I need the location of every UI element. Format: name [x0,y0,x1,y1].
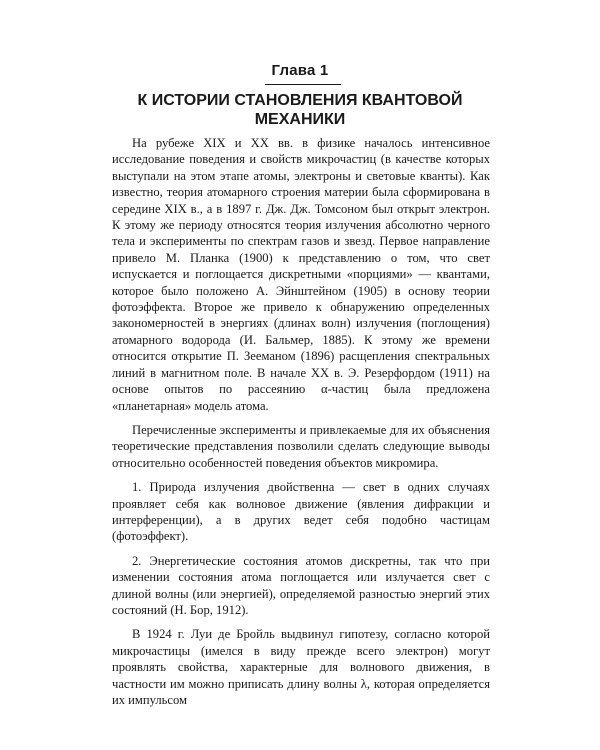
chapter-title: К ИСТОРИИ СТАНОВЛЕНИЯ КВАНТОВОЙ МЕХАНИКИ [137,92,463,128]
paragraph-point-1: 1. Природа излучения двойственна — свет в одних случаях проявляет себя как волновое движение (явления дифракции и интерференции), а в других ведет себя подобно частицам (фотоэффект). [112,480,490,544]
paragraph-conclusions: Перечисленные эксперименты и привлекаемые для их объяснения теоретические представления позволили сделать следующие выводы относительно особенностей поведения объектов микромира. [112,422,490,470]
chapter-underline [265,84,341,85]
paragraph-de-broglie: В 1924 г. Луи де Бройль выдвинул гипотезу, согласно которой микрочастицы (имелся в виду прежде всего электрон) могут проявлять свойства, характерные для волнового движения, в частности им можно приписать длину волны λ, которая определяется их импульсом [112,627,490,707]
paragraph-point-2: 2. Энергетические состояния атомов дискретны, так что при изменении состояния атома поглощается или излучается свет с длиной волны (или энергией), определяемой разностью энергий этих состояний (Н. Бор, 1912). [112,553,490,617]
body-text [112,135,490,708]
paragraph-intro: На рубеже XIX и XX вв. в физике началось интенсивное исследование поведения и свойств микрочастиц (в качестве которых выступали на этом этапе атомы, электроны и световые кванты). Как известно, теория атомарного строения материи была сформирована в середине XIX в., а в 1897 г. Дж. Дж. Томсоном был открыт электрон. К этому же периоду относятся теория излучения абсолютно черного тела и эксперименты по спектрам газов и звезд. Первое направление привело М. Планка (1900) к представлению о том, что свет испускается и поглощается дискретными «порциями» — квантами, которое было положено А. Эйнштейном (1905) в основу теории фотоэффекта. Второе же привело к обнаружению определенных закономерностей в энергиях (длинах волн) излучения (поглощения) атомарного водорода (И. Бальмер, 1885). К этому же времени относится открытие П. Зееманом (1896) расщепления спектральных линий в магнитном поле. В начале XX в. Э. Резерфордом (1911) на основе опытов по рассеянию α-частиц была предложена «планетарная» модель атома. [112,136,490,413]
chapter-label: Глава 1 [271,62,329,79]
